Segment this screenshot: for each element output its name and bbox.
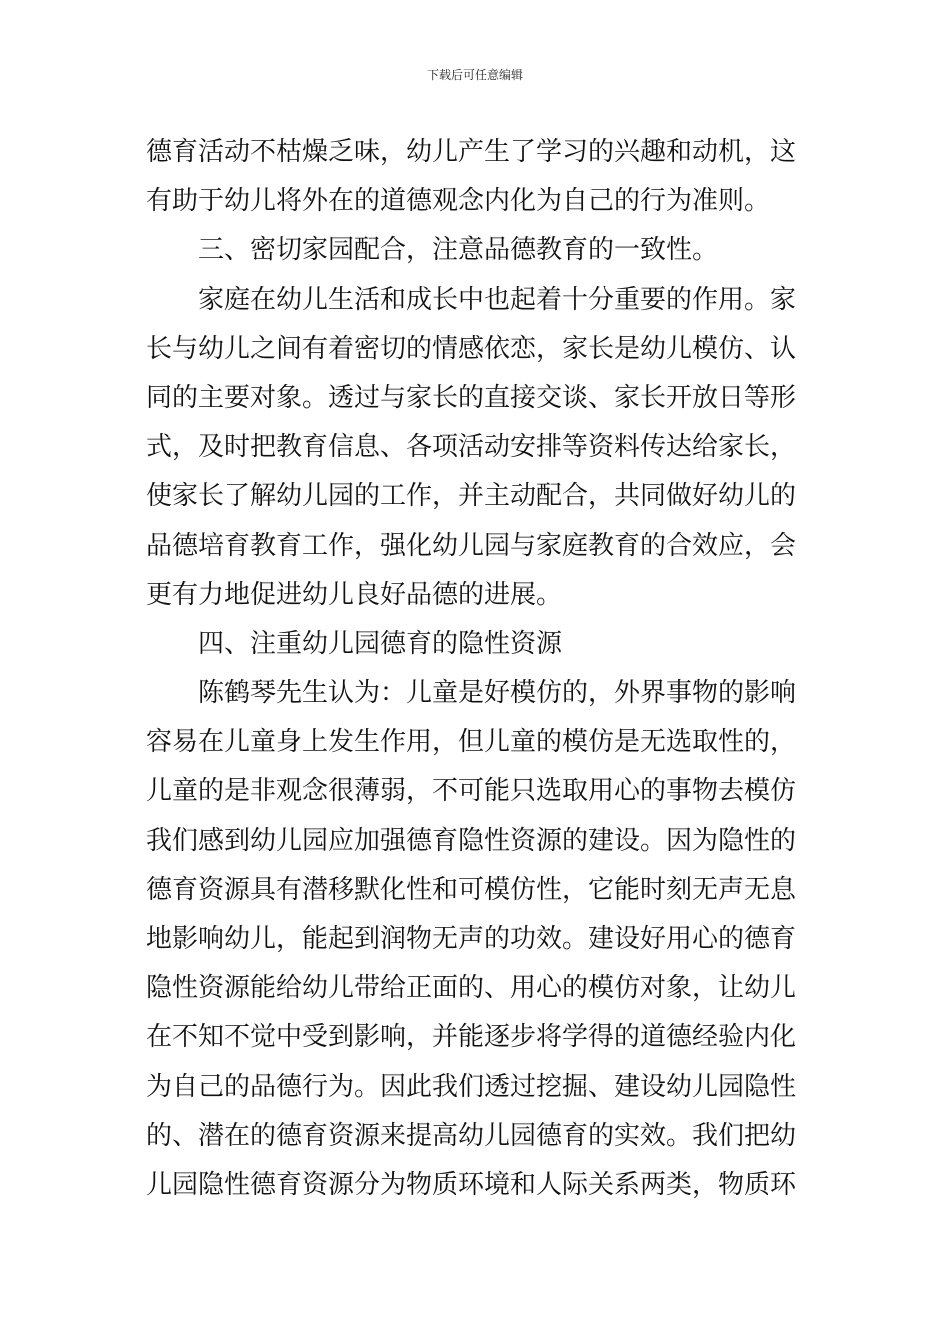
text-line: 儿童的是非观念很薄弱，不可能只选取用心的事物去模仿 — [146, 776, 797, 807]
text-line: 我们感到幼儿园应加强德育隐性资源的建设。因为隐性的 — [146, 825, 797, 856]
page-header: 下载后可任意编辑 — [426, 68, 523, 82]
text-line: 使家长了解幼儿园的工作，并主动配合，共同做好幼儿的 — [146, 481, 797, 512]
text-line: 儿园隐性德育资源分为物质环境和人际关系两类，物质环 — [146, 1169, 797, 1200]
text-line: 隐性资源能给幼儿带给正面的、用心的模仿对象，让幼儿 — [146, 973, 797, 1004]
text-line: 式，及时把教育信息、各项活动安排等资料传达给家长， — [146, 432, 797, 463]
text-line: 在不知不觉中受到影响，并能逐步将学得的道德经验内化 — [146, 1022, 797, 1053]
text-line: 德育活动不枯燥乏味，幼儿产生了学习的兴趣和动机，这 — [146, 137, 797, 167]
document-body — [146, 128, 812, 1210]
text-line: 容易在儿童身上发生作用，但儿童的模仿是无选取性的， — [146, 727, 797, 758]
text-line: 品德培育教育工作，强化幼儿园与家庭教育的合效应，会 — [146, 530, 797, 561]
text-line: 四、注重幼儿园德育的隐性资源 — [198, 628, 563, 659]
text-line: 陈鹤琴先生认为：儿童是好模仿的，外界事物的影响 — [198, 678, 797, 709]
text-line: 三、密切家园配合，注意品德教育的一致性。 — [198, 235, 719, 266]
text-line: 长与幼儿之间有着密切的情感依恋，家长是幼儿模仿、认 — [146, 333, 797, 364]
text-line: 更有力地促进幼儿良好品德的进展。 — [146, 579, 563, 610]
text-line: 有助于幼儿将外在的道德观念内化为自己的行为准则。 — [146, 186, 771, 217]
text-line: 地影响幼儿，能起到润物无声的功效。建设好用心的德育 — [146, 924, 797, 954]
text-line: 的、潜在的德育资源来提高幼儿园德育的实效。我们把幼 — [146, 1120, 797, 1151]
text-line: 为自己的品德行为。因此我们透过挖掘、建设幼儿园隐性 — [146, 1071, 797, 1102]
text-line: 德育资源具有潜移默化性和可模仿性，它能时刻无声无息 — [146, 874, 797, 905]
text-line: 同的主要对象。透过与家长的直接交谈、家长开放日等形 — [146, 382, 797, 413]
text-line: 家庭在幼儿生活和成长中也起着十分重要的作用。家 — [198, 284, 797, 315]
